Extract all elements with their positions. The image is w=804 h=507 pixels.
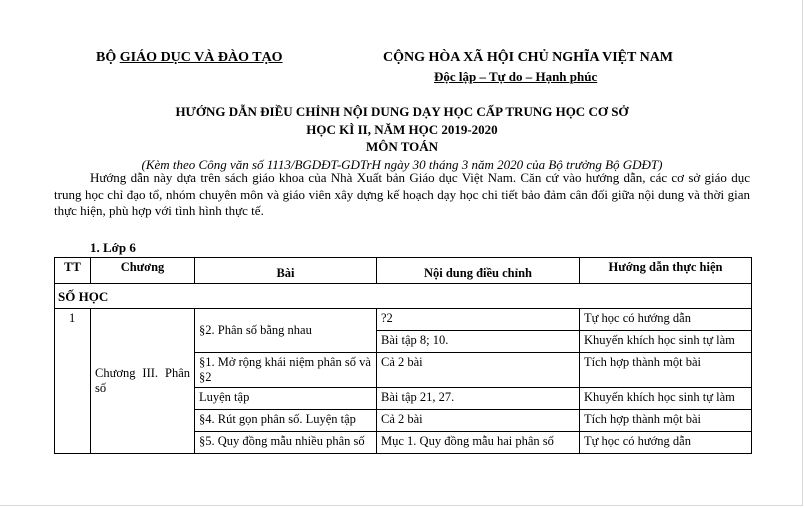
header-huongdan: Hướng dẫn thực hiện bbox=[580, 258, 752, 284]
document-term: HỌC KÌ II, NĂM HỌC 2019-2020 bbox=[306, 122, 498, 137]
header-tt: TT bbox=[55, 258, 91, 284]
lesson-cell: §4. Rút gọn phân số. Luyện tập bbox=[195, 410, 377, 432]
group-row bbox=[55, 284, 752, 309]
header-chuong: Chương bbox=[91, 258, 195, 284]
document-reference: (Kèm theo Công văn số 1113/BGDĐT-GDTrH ngày 30 tháng 3 năm 2020 của Bộ trưởng Bộ GDĐT) bbox=[141, 157, 663, 172]
content-cell: Bài tập 21, 27. bbox=[377, 388, 580, 410]
guide-cell: Tích hợp thành một bài bbox=[580, 353, 752, 388]
guide-cell: Khuyến khích học sinh tự làm bbox=[580, 331, 752, 353]
table-row bbox=[55, 309, 752, 331]
lesson-cell: §5. Quy đồng mẫu nhiều phân số bbox=[195, 432, 377, 454]
national-motto: Độc lập – Tự do – Hạnh phúc bbox=[434, 69, 598, 84]
guide-cell: Khuyến khích học sinh tự làm bbox=[580, 388, 752, 410]
chapter-cell: Chương III. Phân số bbox=[91, 309, 195, 454]
document-title: HƯỚNG DẪN ĐIỀU CHỈNH NỘI DUNG DẠY HỌC CẤP TRUNG HỌC CƠ SỞ bbox=[175, 104, 629, 119]
ministry-name: BỘ GIÁO DỤC VÀ ĐÀO TẠO bbox=[96, 50, 283, 65]
lesson-cell: §1. Mở rộng khái niệm phân số và §2 bbox=[195, 353, 377, 388]
content-cell: Cả 2 bài bbox=[377, 410, 580, 432]
content-cell: Cả 2 bài bbox=[377, 353, 580, 388]
document-subject: MÔN TOÁN bbox=[365, 139, 439, 154]
group-label: SỐ HỌC bbox=[55, 284, 752, 309]
guide-cell: Tích hợp thành một bài bbox=[580, 410, 752, 432]
row-number: 1 bbox=[55, 309, 91, 454]
guide-cell: Tự học có hướng dẫn bbox=[580, 432, 752, 454]
lesson-cell: Luyện tập bbox=[195, 388, 377, 410]
guide-cell: Tự học có hướng dẫn bbox=[580, 309, 752, 331]
content-cell: Bài tập 8; 10. bbox=[377, 331, 580, 353]
lesson-cell: §2. Phân số bằng nhau bbox=[195, 309, 377, 353]
intro-paragraph: Hướng dẫn này dựa trên sách giáo khoa của Nhà Xuất bản Giáo dục Việt Nam. Căn cứ vào hướng dẫn, các cơ sở giáo dục trung học chỉ đạo tổ, nhóm chuyên môn và giáo viên xây dựng kế hoạch dạy học chi tiết bảo đảm cân đối giữa nội dung và thời gian thực hiện, phù hợp với tình hình thực tế. bbox=[54, 170, 750, 218]
header-bai: Bài bbox=[195, 258, 377, 284]
content-cell: ?2 bbox=[377, 309, 580, 331]
content-cell: Mục 1. Quy đồng mẫu hai phân số bbox=[377, 432, 580, 454]
header-noidung: Nội dung điều chỉnh bbox=[377, 258, 580, 284]
adjustment-table bbox=[54, 257, 752, 454]
section-title: 1. Lớp 6 bbox=[90, 240, 136, 255]
republic-name: CỘNG HÒA XÃ HỘI CHỦ NGHĨA VIỆT NAM bbox=[383, 50, 674, 65]
table-header-row bbox=[55, 258, 752, 284]
